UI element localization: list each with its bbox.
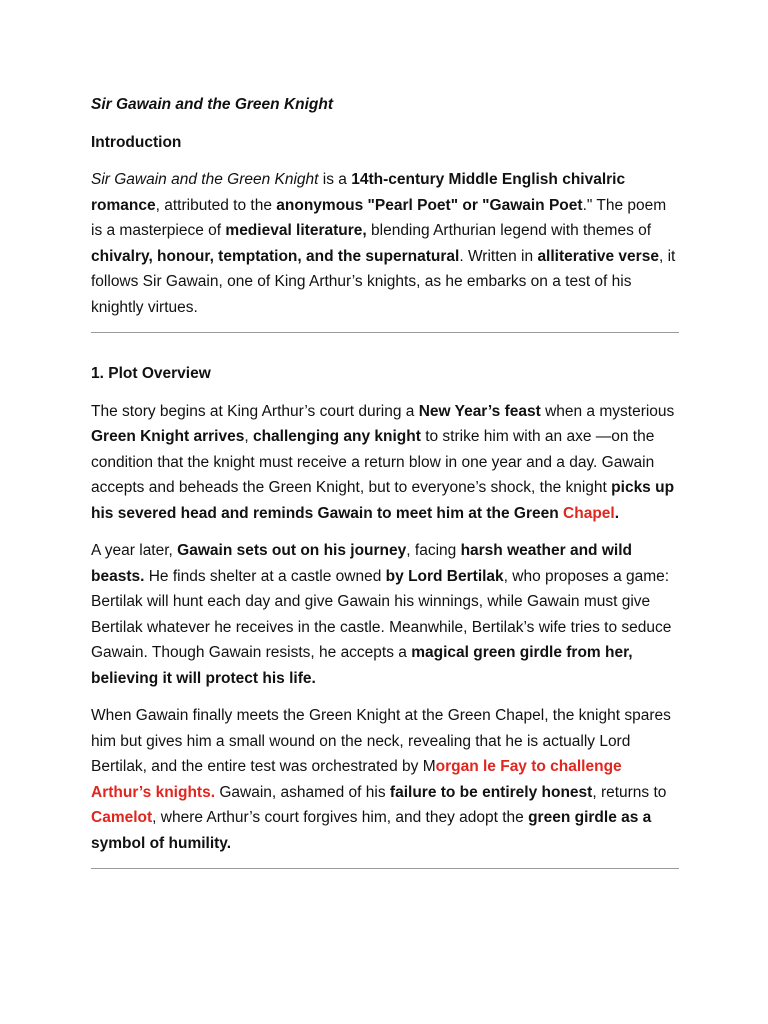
text-run: when a mysterious: [540, 402, 675, 420]
work-title: Sir Gawain and the Green Knight: [91, 171, 319, 188]
text-run: , who proposes a game: Bertilak will hunt each day and give Gawain his winnings, while Gawain must give Bertilak whatever he receives in the castle. Meanwhile, Bertilak’s wife tries to seduce Gawain. Though Gawain resists, he accepts a: [91, 567, 672, 661]
plot-paragraph-3: [91, 703, 681, 856]
document-page: [91, 92, 681, 869]
text-run: , returns to: [592, 783, 667, 801]
text-run: When Gawain finally meets the Green Knight at the Green Chapel, the knight spares him but gives him a small wound on the neck, revealing that he is actually Lord Bertilak, and the entire test was orchestrated by M: [91, 707, 671, 775]
section-divider: [91, 332, 679, 333]
text-run: The story begins at King Arthur’s court during a: [91, 402, 419, 420]
emphasis-text: challenging any knight: [252, 428, 421, 445]
highlighted-text: Chapel: [563, 504, 615, 522]
emphasis-text: Green Knight arrives: [91, 428, 245, 445]
emphasis-text: by Lord Bertilak: [385, 567, 504, 585]
emphasis-text: medieval literature,: [225, 222, 367, 239]
section-divider: [91, 868, 679, 869]
introduction-paragraph: [91, 167, 681, 320]
highlighted-text: Camelot: [91, 809, 153, 826]
emphasis-text: harsh weather and wild beasts.: [91, 542, 632, 585]
emphasis-text: picks up his severed head and reminds Gawain to meet him at the Green: [91, 479, 675, 522]
text-run: to strike him with an axe —on the condition that the knight must receive a return blow in one year and a day. Gawain accepts and beheads the Green Knight, but to everyone’s shock, the knight: [91, 428, 655, 496]
text-run: , it follows Sir Gawain, one of King Arthur’s knights, as he embarks on a test of his knightly virtues.: [91, 247, 676, 316]
emphasis-text: failure to be entirely honest: [389, 783, 593, 801]
document-title: Sir Gawain and the Green Knight: [91, 96, 334, 113]
text-run: He finds shelter at a castle owned: [144, 567, 386, 585]
text-run: . Written in: [459, 247, 538, 265]
emphasis-text: anonymous "Pearl Poet" or "Gawain Poet: [276, 196, 583, 214]
emphasis-text: 14th-century Middle English chivalric romance: [91, 171, 626, 214]
plot-paragraph-1: [91, 399, 681, 527]
plot-paragraph-2: [91, 538, 681, 691]
emphasis-text: magical green girdle from her, believing it will protect his life.: [91, 644, 633, 687]
text-run: , attributed to the: [155, 196, 277, 214]
emphasis-text: alliterative verse: [537, 247, 659, 265]
text-run: blending Arthurian legend with themes of: [366, 222, 652, 239]
introduction-heading: Introduction: [91, 133, 182, 151]
emphasis-text: Gawain sets out on his journey: [177, 542, 407, 559]
text-run: is a: [318, 171, 352, 188]
emphasis-text: New Year’s feast: [418, 402, 541, 420]
text-run: Gawain, ashamed of his: [215, 783, 390, 801]
highlighted-text: organ le Fay to challenge Arthur’s knights.: [91, 758, 622, 801]
emphasis-text: green girdle as a symbol of humility.: [91, 809, 652, 852]
emphasis-text: chivalry, honour, temptation, and the supernatural: [91, 247, 460, 265]
text-run: ,: [244, 428, 253, 445]
text-run: , where Arthur’s court forgives him, and they adopt the: [152, 809, 529, 826]
text-run: A year later,: [91, 542, 178, 559]
text-run: , facing: [406, 542, 461, 559]
text-run: ." The poem is a masterpiece of: [91, 196, 667, 239]
plot-overview-heading: 1. Plot Overview: [91, 365, 211, 382]
emphasis-text: .: [614, 504, 620, 522]
